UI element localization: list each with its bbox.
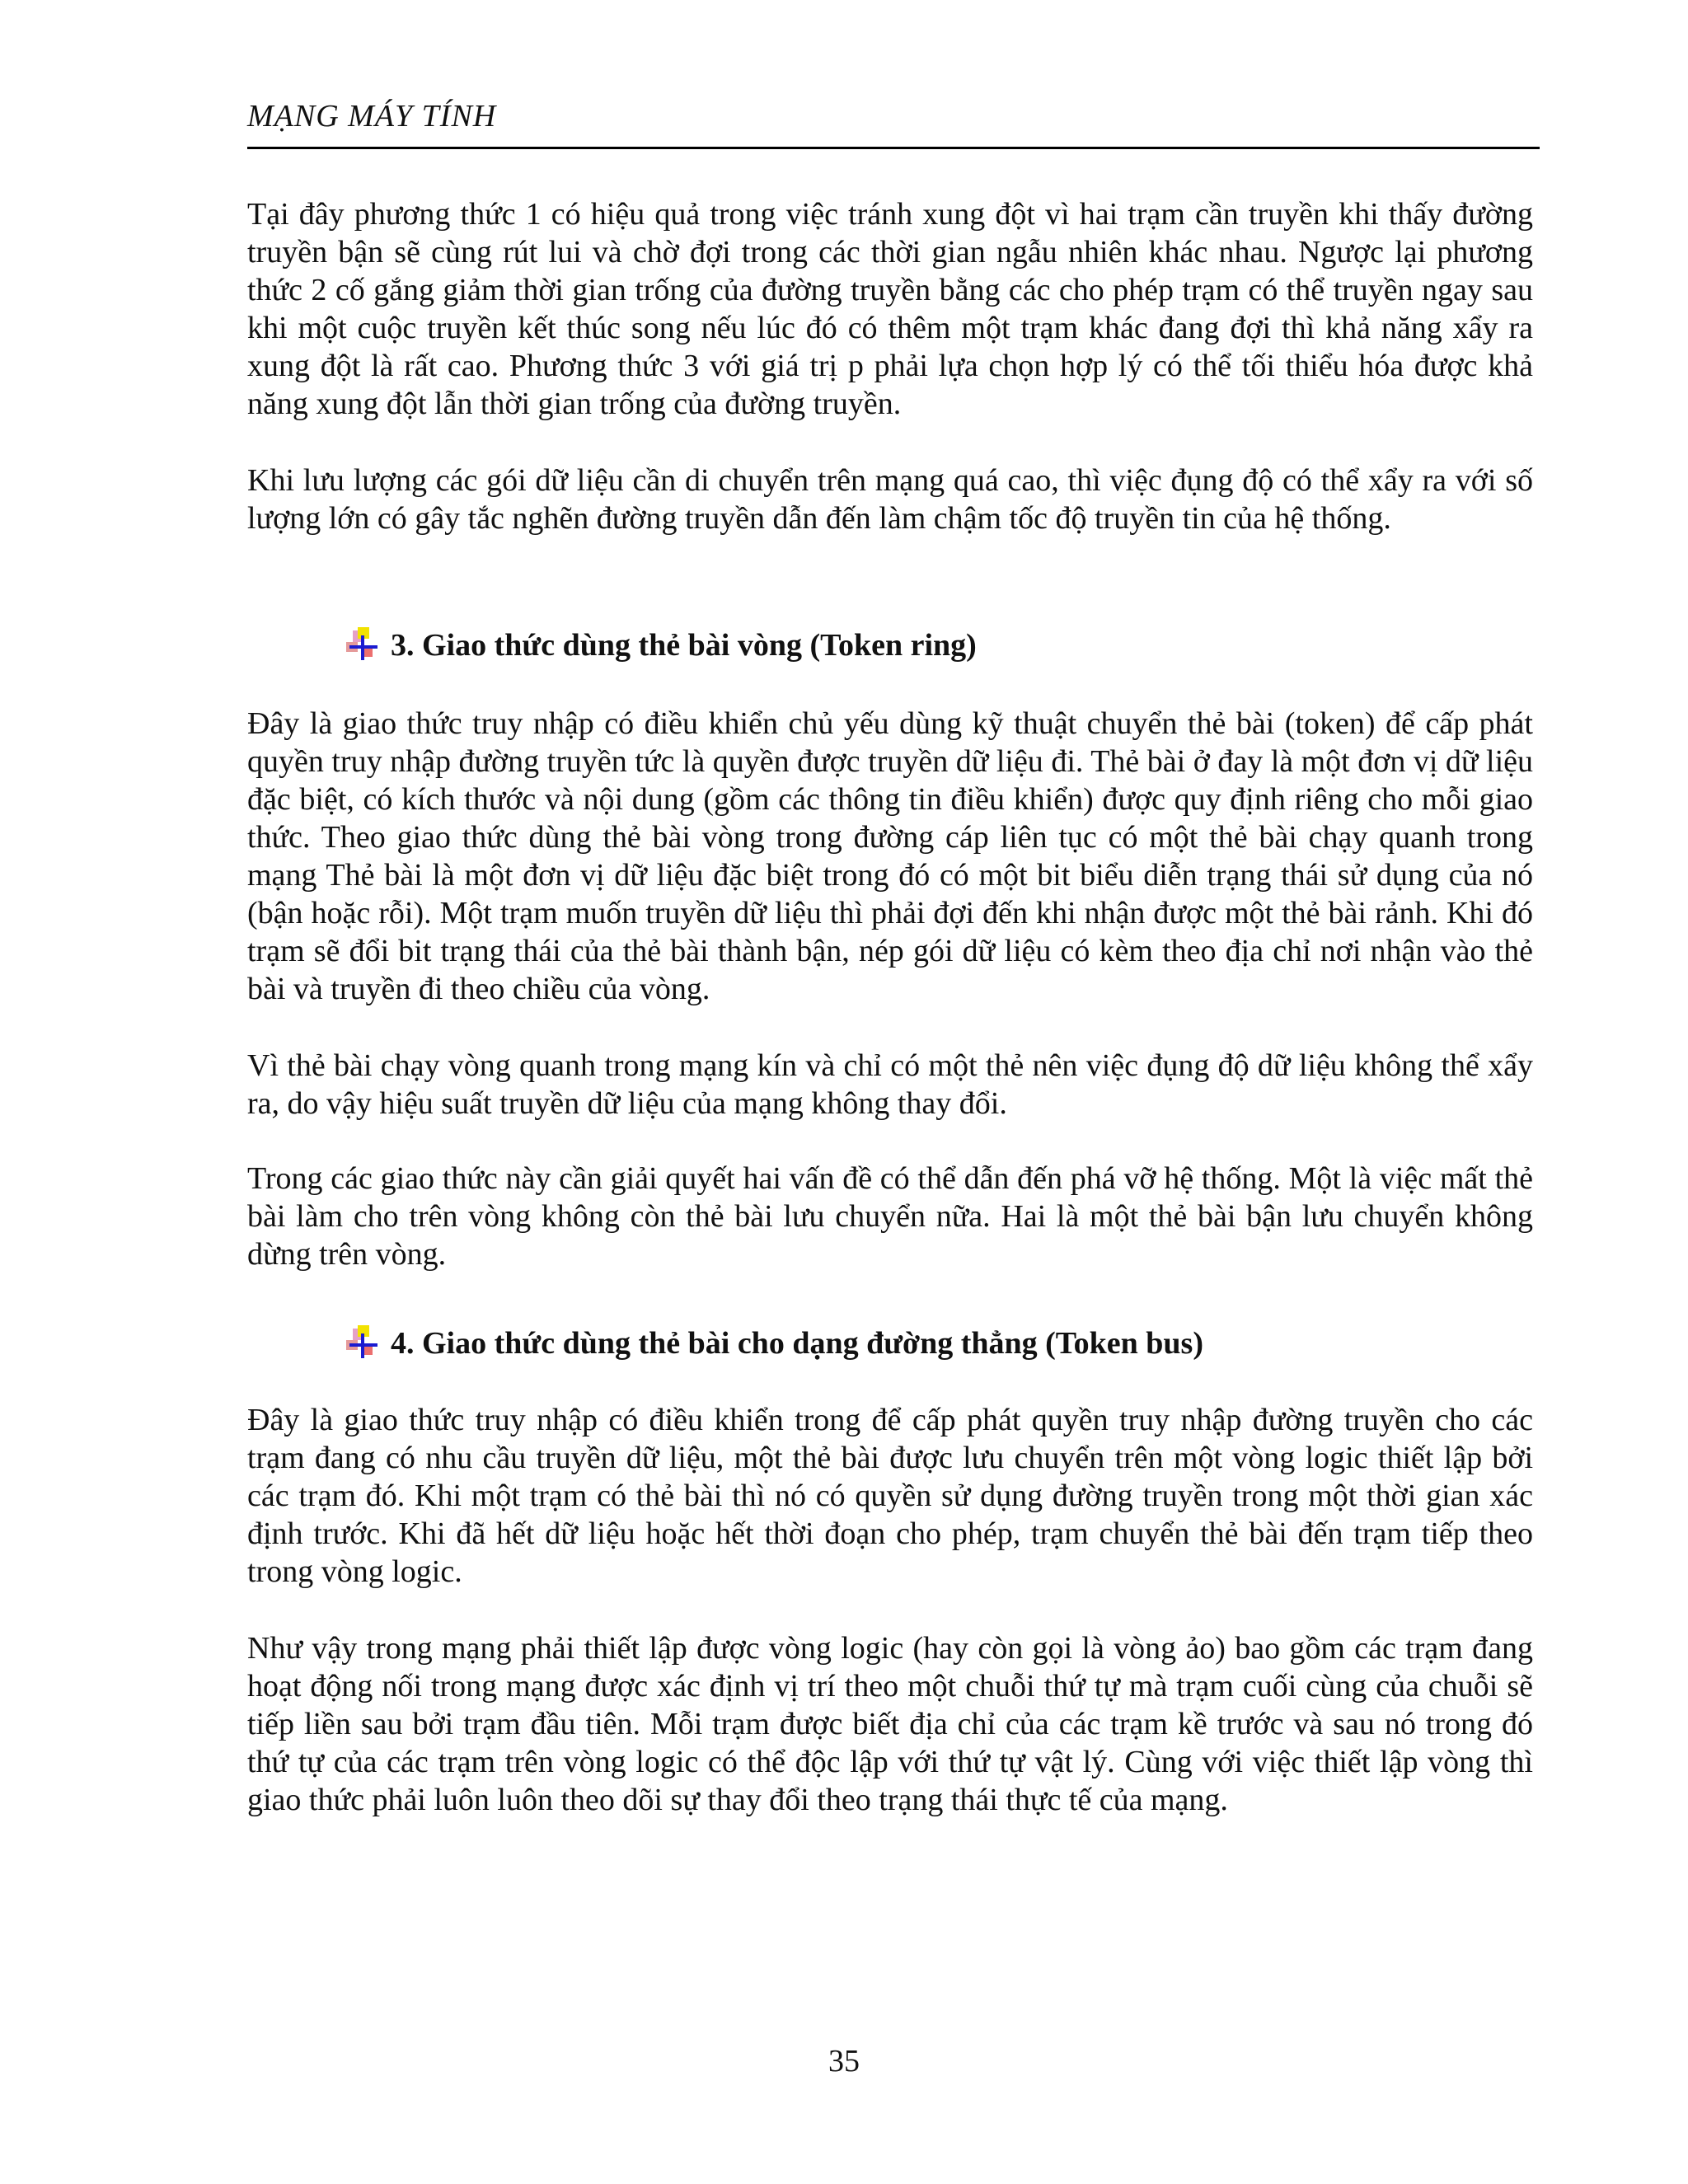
- section-heading-token-ring: [346, 626, 977, 664]
- plus-bullet-icon: [346, 1325, 389, 1361]
- section-heading-token-bus: [346, 1324, 1203, 1362]
- paragraph-5: Trong các giao thức này cần giải quyết hai vấn đề có thể dẫn đến phá vỡ hệ thống. Một là việc mất thẻ bài làm cho trên vòng không còn thẻ bài lưu chuyển nữa. Hai là một thẻ bài bận lưu chuyển không dừng trên vòng.: [247, 1161, 1533, 1272]
- page-number: 35: [828, 2044, 860, 2079]
- paragraph-7: Như vậy trong mạng phải thiết lập được vòng logic (hay còn gọi là vòng ảo) bao gồm các trạm đang hoạt động nối trong mạng được xác định vị trí theo một chuỗi thứ tự mà trạm cuối cùng của chuỗi sẽ tiếp liền sau bởi trạm đầu tiên. Mỗi trạm được biết địa chỉ của các trạm kề trước và sau nó trong đó thứ tự của các trạm trên vòng logic có thể độc lập với thứ tự vật lý. Cùng với việc thiết lập vòng thì giao thức phải luôn luôn theo dõi sự thay đổi theo trạng thái thực tế của mạng.: [247, 1631, 1533, 1817]
- section-heading-label: 4. Giao thức dùng thẻ bài cho dạng đường thẳng (Token bus): [391, 1326, 1203, 1361]
- plus-bullet-icon: [346, 627, 389, 663]
- section-heading-label: 3. Giao thức dùng thẻ bài vòng (Token ring): [391, 628, 977, 663]
- header-divider: [247, 147, 1540, 149]
- paragraph-4: Vì thẻ bài chạy vòng quanh trong mạng kín và chỉ có một thẻ nên việc đụng độ dữ liệu không thể xẩy ra, do vậy hiệu suất truyền dữ liệu của mạng không thay đổi.: [247, 1048, 1533, 1121]
- running-header-title: MẠNG MÁY TÍNH: [247, 99, 497, 134]
- paragraph-6: Đây là giao thức truy nhập có điều khiển trong để cấp phát quyền truy nhập đường truyền cho các trạm đang có nhu cầu truyền dữ liệu, một thẻ bài được lưu chuyển trên một vòng logic thiết lập bởi các trạm đó. Khi một trạm có thẻ bài thì nó có quyền sử dụng đường truyền trong một thời gian xác định trước. Khi đã hết dữ liệu hoặc hết thời đoạn cho phép, trạm chuyển thẻ bài đến trạm tiếp theo trong vòng logic.: [247, 1403, 1533, 1589]
- paragraph-1: Tại đây phương thức 1 có hiệu quả trong việc tránh xung đột vì hai trạm cần truyền khi thấy đường truyền bận sẽ cùng rút lui và chờ đợi trong các thời gian ngẫu nhiên khác nhau. Ngược lại phương thức 2 cố gắng giảm thời gian trống của đường truyền bằng các cho phép trạm có thể truyền ngay sau khi một cuộc truyền kết thúc song nếu lúc đó có thêm một trạm khác đang đợi thì khả năng xẩy ra xung đột là rất cao. Phương thức 3 với giá trị p phải lựa chọn hợp lý có thể tối thiểu hóa được khả năng xung đột lẫn thời gian trống của đường truyền.: [247, 197, 1533, 421]
- paragraph-2: Khi lưu lượng các gói dữ liệu cần di chuyển trên mạng quá cao, thì việc đụng độ có thể xẩy ra với số lượng lớn có gây tắc nghẽn đường truyền dẫn đến làm chậm tốc độ truyền tin của hệ thống.: [247, 463, 1533, 536]
- paragraph-3: Đây là giao thức truy nhập có điều khiển chủ yếu dùng kỹ thuật chuyển thẻ bài (token) để cấp phát quyền truy nhập đường truyền tức là quyền được truyền dữ liệu đi. Thẻ bài ở đay là một đơn vị dữ liệu đặc biệt, có kích thước và nội dung (gồm các thông tin điều khiển) được quy định riêng cho mỗi giao thức. Theo giao thức dùng thẻ bài vòng trong đường cáp liên tục có một thẻ bài chạy quanh trong mạng Thẻ bài là một đơn vị dữ liệu đặc biệt trong đó có một bit biểu diễn trạng thái sử dụng của nó (bận hoặc rỗi). Một trạm muốn truyền dữ liệu thì phải đợi đến khi nhận được một thẻ bài rảnh. Khi đó trạm sẽ đổi bit trạng thái của thẻ bài thành bận, nép gói dữ liệu có kèm theo địa chỉ nơi nhận vào thẻ bài và truyền đi theo chiều của vòng.: [247, 706, 1533, 1006]
